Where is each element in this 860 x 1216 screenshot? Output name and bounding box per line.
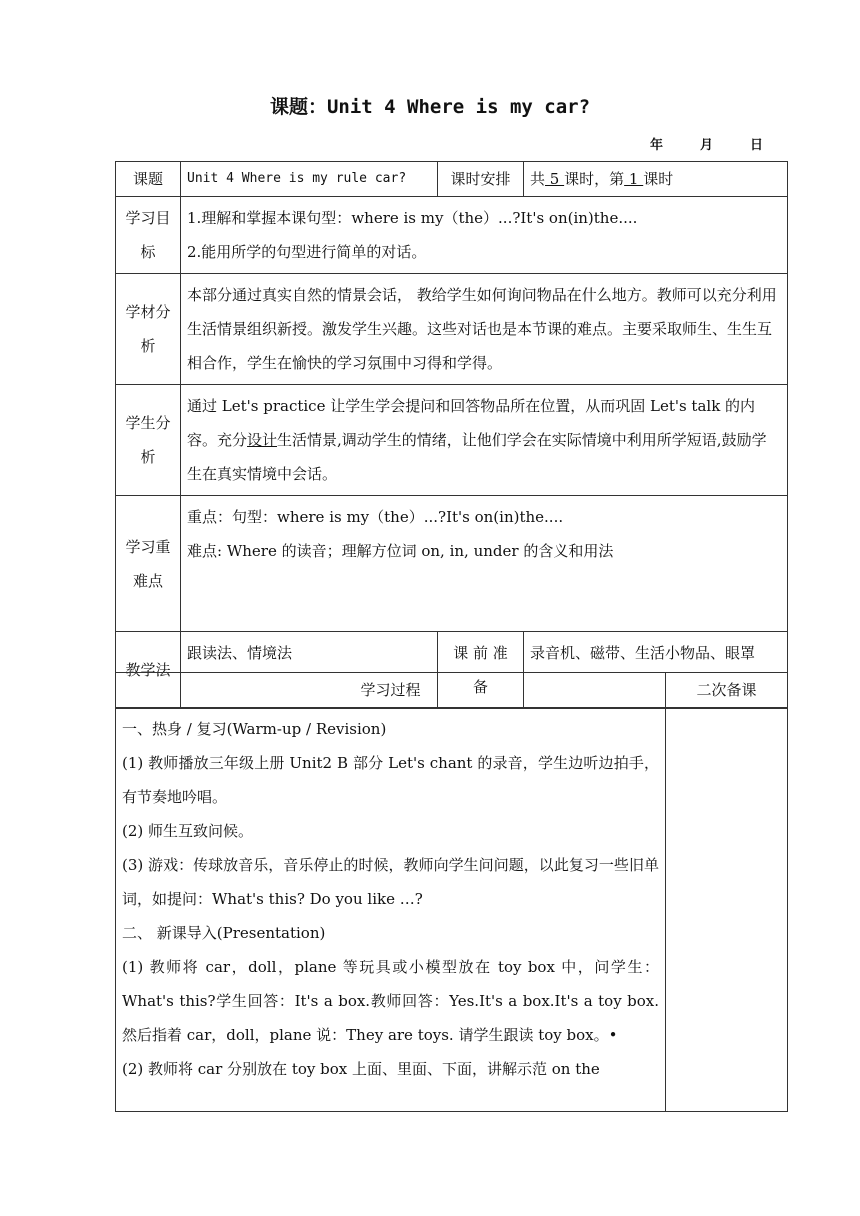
material-label: 学材分析 (116, 274, 181, 385)
schedule-total: 5 (545, 170, 565, 188)
focus-difficulty: 难点: Where 的读音；理解方位词 on, in, under 的含义和用法 (187, 542, 614, 560)
topic-label: 课题 (116, 162, 181, 197)
schedule-current: 1 (624, 170, 644, 188)
process-line: (2) 教师将 car 分别放在 toy box 上面、里面、下面，讲解示范 on the (122, 1060, 600, 1078)
process-content (116, 708, 666, 1112)
page-title: 课题：Unit 4 Where is my car? (269, 96, 591, 118)
goal-item: 1.理解和掌握本课句型：where is my（the）...?It's on(in)the.... (187, 209, 638, 227)
schedule-value: 共 5 课时，第 1 课时 (524, 162, 788, 197)
date-day: 日 (750, 138, 764, 153)
process-table (115, 672, 788, 1112)
goals-label: 学习目标 (116, 197, 181, 274)
method-value: 跟读法、情境法 (181, 632, 438, 709)
goals-cell (181, 197, 788, 274)
process-line: (2) 师生互致问候。 (122, 822, 254, 840)
process-line: (1) 教师将 car，doll，plane 等玩具或小模型放在 toy box 中，问学生：What's this?学生回答：It's a box.教师回答：Yes.It's a box.It's a toy box. 然后指着 car，doll，plane 说：They are toys. 请学生跟读 toy box。• (122, 958, 659, 1044)
focus-cell (181, 496, 788, 632)
process-line: 一、热身 / 复习(Warm-up / Revision) (122, 720, 387, 738)
focus-label: 学习重难点 (116, 496, 181, 632)
process-line: 二、 新课导入(Presentation) (122, 924, 326, 942)
lesson-info-table (115, 161, 788, 709)
process-line: (1) 教师播放三年级上册 Unit2 B 部分 Let's chant 的录音，学生边听边拍手，有节奏地吟唱。 (122, 754, 659, 806)
date-year: 年 (650, 138, 664, 153)
date-line (650, 134, 800, 153)
student-text: 通过 Let's practice 让学生学会提问和回答物品所在位置，从而巩固 Let's talk 的内容。充分设计生活情景,调动学生的情绪，让他们学会在实际情境中利用所学短语,鼓励学生在真实情境中会话。 (181, 385, 788, 496)
topic-value: Unit 4 Where is my rule car? (181, 162, 438, 197)
process-line: (3) 游戏：传球放音乐，音乐停止的时候，教师向学生问问题，以此复习一些旧单词，如提问：What's this? Do you like …? (122, 856, 659, 908)
focus-key: 重点：句型：where is my（the）...?It's on(in)the.... (187, 508, 564, 526)
prep-label: 课 前 准 备 (438, 632, 524, 709)
student-label: 学生分析 (116, 385, 181, 496)
side-header: 二次备课 (666, 673, 788, 708)
schedule-label: 课时安排 (438, 162, 524, 197)
material-text: 本部分通过真实自然的情景会话， 教给学生如何询问物品在什么地方。教师可以充分利用生活情景组织新授。激发学生兴趣。这些对话也是本节课的难点。主要采取师生、生生互相合作，学生在愉快的学习氛围中习得和学得。 (181, 274, 788, 385)
design-link: 设计 (247, 431, 278, 449)
process-header: 学习过程 (116, 673, 666, 708)
second-prep-cell (666, 708, 788, 1112)
date-month: 月 (700, 138, 714, 153)
prep-value: 录音机、磁带、生活小物品、眼罩 (524, 632, 788, 709)
method-label: 教学法 (116, 632, 181, 709)
goal-item: 2.能用所学的句型进行简单的对话。 (187, 243, 427, 261)
